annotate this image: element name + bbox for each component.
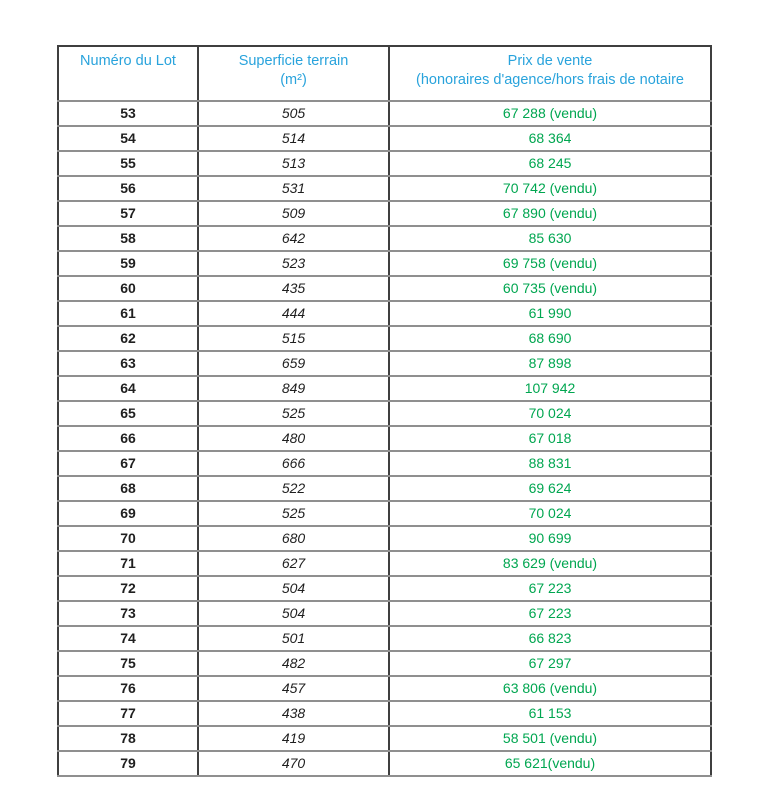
header-row	[58, 46, 711, 101]
superficie-cell: 525	[198, 501, 389, 526]
header-superficie-unit: (m²)	[280, 72, 307, 88]
prix-cell: 68 690	[389, 326, 711, 351]
superficie-cell: 515	[198, 326, 389, 351]
prix-cell: 67 223	[389, 576, 711, 601]
table-row	[58, 151, 711, 176]
prix-cell: 63 806 (vendu)	[389, 676, 711, 701]
superficie-cell: 504	[198, 576, 389, 601]
lot-number-cell: 74	[58, 626, 198, 651]
table-row	[58, 401, 711, 426]
table-row	[58, 226, 711, 251]
lots-table	[57, 45, 712, 777]
lot-number-cell: 61	[58, 301, 198, 326]
table-row	[58, 426, 711, 451]
lot-number-cell: 63	[58, 351, 198, 376]
superficie-cell: 525	[198, 401, 389, 426]
header-lot-label: Numéro du Lot	[80, 53, 176, 69]
lot-number-cell: 58	[58, 226, 198, 251]
superficie-cell: 505	[198, 101, 389, 126]
table-row	[58, 326, 711, 351]
superficie-cell: 509	[198, 201, 389, 226]
superficie-cell: 501	[198, 626, 389, 651]
lot-number-cell: 69	[58, 501, 198, 526]
lot-number-cell: 78	[58, 726, 198, 751]
table-row	[58, 476, 711, 501]
prix-cell: 69 758 (vendu)	[389, 251, 711, 276]
prix-cell: 65 621(vendu)	[389, 751, 711, 776]
lot-number-cell: 57	[58, 201, 198, 226]
lot-number-cell: 77	[58, 701, 198, 726]
lot-number-cell: 73	[58, 601, 198, 626]
table-row	[58, 351, 711, 376]
header-superficie	[198, 46, 389, 101]
prix-cell: 67 297	[389, 651, 711, 676]
table-row	[58, 626, 711, 651]
prix-cell: 67 890 (vendu)	[389, 201, 711, 226]
lot-number-cell: 66	[58, 426, 198, 451]
lot-number-cell: 70	[58, 526, 198, 551]
superficie-cell: 523	[198, 251, 389, 276]
superficie-cell: 444	[198, 301, 389, 326]
prix-cell: 68 364	[389, 126, 711, 151]
table-row	[58, 526, 711, 551]
lot-number-cell: 68	[58, 476, 198, 501]
prix-cell: 83 629 (vendu)	[389, 551, 711, 576]
lot-number-cell: 56	[58, 176, 198, 201]
prix-cell: 67 288 (vendu)	[389, 101, 711, 126]
prix-cell: 58 501 (vendu)	[389, 726, 711, 751]
superficie-cell: 680	[198, 526, 389, 551]
header-superficie-label: Superficie terrain	[238, 53, 349, 69]
lot-number-cell: 64	[58, 376, 198, 401]
superficie-cell: 666	[198, 451, 389, 476]
lot-number-cell: 67	[58, 451, 198, 476]
prix-cell: 90 699	[389, 526, 711, 551]
table-row	[58, 201, 711, 226]
table-row	[58, 676, 711, 701]
table-row	[58, 176, 711, 201]
lot-number-cell: 79	[58, 751, 198, 776]
table-row	[58, 726, 711, 751]
table-row	[58, 601, 711, 626]
prix-cell: 87 898	[389, 351, 711, 376]
table-row	[58, 276, 711, 301]
superficie-cell: 504	[198, 601, 389, 626]
superficie-cell: 642	[198, 226, 389, 251]
prix-cell: 70 024	[389, 501, 711, 526]
superficie-cell: 849	[198, 376, 389, 401]
lot-number-cell: 75	[58, 651, 198, 676]
table-row	[58, 376, 711, 401]
prix-cell: 70 024	[389, 401, 711, 426]
lot-number-cell: 71	[58, 551, 198, 576]
header-lot	[58, 46, 198, 101]
lot-number-cell: 59	[58, 251, 198, 276]
prix-cell: 61 990	[389, 301, 711, 326]
superficie-cell: 514	[198, 126, 389, 151]
superficie-cell: 438	[198, 701, 389, 726]
prix-cell: 68 245	[389, 151, 711, 176]
lot-number-cell: 65	[58, 401, 198, 426]
table-row	[58, 501, 711, 526]
superficie-cell: 470	[198, 751, 389, 776]
lot-number-cell: 72	[58, 576, 198, 601]
table-row	[58, 576, 711, 601]
superficie-cell: 627	[198, 551, 389, 576]
superficie-cell: 659	[198, 351, 389, 376]
prix-cell: 69 624	[389, 476, 711, 501]
lot-number-cell: 53	[58, 101, 198, 126]
lot-number-cell: 60	[58, 276, 198, 301]
table-row	[58, 551, 711, 576]
header-prix-note: (honoraires d'agence/hors frais de notaire	[416, 72, 684, 88]
superficie-cell: 480	[198, 426, 389, 451]
superficie-cell: 457	[198, 676, 389, 701]
lot-number-cell: 54	[58, 126, 198, 151]
superficie-cell: 435	[198, 276, 389, 301]
prix-cell: 60 735 (vendu)	[389, 276, 711, 301]
prix-cell: 107 942	[389, 376, 711, 401]
table-row	[58, 101, 711, 126]
prix-cell: 66 823	[389, 626, 711, 651]
lot-number-cell: 62	[58, 326, 198, 351]
table-row	[58, 701, 711, 726]
table-row	[58, 651, 711, 676]
header-prix-label: Prix de vente	[507, 53, 593, 69]
prix-cell: 67 223	[389, 601, 711, 626]
lot-number-cell: 76	[58, 676, 198, 701]
table-row	[58, 451, 711, 476]
prix-cell: 61 153	[389, 701, 711, 726]
table-row	[58, 751, 711, 776]
superficie-cell: 531	[198, 176, 389, 201]
lot-number-cell: 55	[58, 151, 198, 176]
table-row	[58, 301, 711, 326]
prix-cell: 85 630	[389, 226, 711, 251]
table-row	[58, 251, 711, 276]
superficie-cell: 419	[198, 726, 389, 751]
superficie-cell: 482	[198, 651, 389, 676]
prix-cell: 88 831	[389, 451, 711, 476]
prix-cell: 67 018	[389, 426, 711, 451]
table-row	[58, 126, 711, 151]
superficie-cell: 522	[198, 476, 389, 501]
prix-cell: 70 742 (vendu)	[389, 176, 711, 201]
superficie-cell: 513	[198, 151, 389, 176]
header-prix	[389, 46, 711, 101]
